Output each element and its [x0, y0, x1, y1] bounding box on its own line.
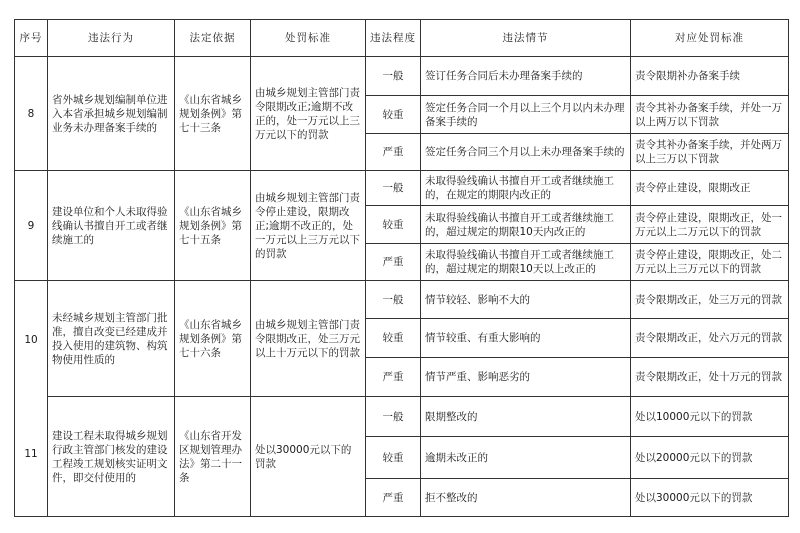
corresponding-penalty: 责令停止建设，限期改正，处一万元以上二万元以下的罚款 — [631, 206, 789, 244]
violation-degree: 严重 — [366, 479, 421, 517]
header-degree: 违法程度 — [366, 20, 421, 57]
corresponding-penalty: 责令限期改正，处三万元的罚款 — [631, 281, 789, 319]
penalty-standard: 处以30000元以下的罚款 — [251, 397, 366, 517]
violation-degree: 一般 — [366, 281, 421, 319]
penalty-standard: 由城乡规划主管部门责令停止建设，限期改正;逾期不改正的，处一万元以上三万元以下的罚款 — [251, 171, 366, 281]
corresponding-penalty: 责令限期改正，处十万元的罚款 — [631, 358, 789, 397]
violation-detail: 限期整改的 — [421, 397, 631, 437]
violation-degree: 较重 — [366, 319, 421, 358]
violation-detail: 情节严重、影响恶劣的 — [421, 358, 631, 397]
header-no: 序号 — [15, 20, 48, 57]
violation-degree: 严重 — [366, 244, 421, 281]
row-number: 10 — [15, 281, 48, 517]
table-row — [15, 281, 789, 319]
violation-degree: 严重 — [366, 134, 421, 171]
row-number-11: 11 — [24, 448, 38, 460]
legal-basis: 《山东省城乡规划条例》第七十五条 — [175, 171, 251, 281]
corresponding-penalty: 责令限期补办备案手续 — [631, 57, 789, 96]
violation-degree: 一般 — [366, 57, 421, 96]
header-penalty: 对应处罚标准 — [631, 20, 789, 57]
corresponding-penalty: 责令其补办备案手续，并处两万以上三万以下罚款 — [631, 134, 789, 171]
violation-detail: 签定任务合同三个月以上未办理备案手续的 — [421, 134, 631, 171]
violation-act: 建设单位和个人未取得验线确认书擅自开工或者继续施工的 — [48, 171, 175, 281]
row-number: 9 — [15, 171, 48, 281]
header-detail: 违法情节 — [421, 20, 631, 57]
corresponding-penalty: 责令其补办备案手续，并处一万以上两万以下罚款 — [631, 96, 789, 134]
corresponding-penalty: 处以30000元以下的罚款 — [631, 479, 789, 517]
header-standard: 处罚标准 — [251, 20, 366, 57]
violation-detail: 情节较轻、影响不大的 — [421, 281, 631, 319]
violation-detail: 拒不整改的 — [421, 479, 631, 517]
penalty-standard: 由城乡规划主管部门责令限期改正;逾期不改正的，处一万元以上三万元以下的罚款 — [251, 57, 366, 171]
violation-degree: 较重 — [366, 96, 421, 134]
legal-basis: 《山东省开发区规划管理办法》第二十一条 — [175, 397, 251, 517]
table-row — [15, 171, 789, 206]
corresponding-penalty: 处以20000元以下的罚款 — [631, 437, 789, 479]
corresponding-penalty: 处以10000元以下的罚款 — [631, 397, 789, 437]
violation-degree: 严重 — [366, 358, 421, 397]
header-act: 违法行为 — [48, 20, 175, 57]
row-number: 8 — [15, 57, 48, 171]
legal-basis: 《山东省城乡规划条例》第七十三条 — [175, 57, 251, 171]
table-row — [15, 397, 789, 437]
violation-degree: 较重 — [366, 206, 421, 244]
corresponding-penalty: 责令停止建设，限期改正 — [631, 171, 789, 206]
table-row — [15, 57, 789, 96]
violation-act: 未经城乡规划主管部门批准，擅自改变已经建成并投入使用的建筑物、构筑物使用性质的 — [48, 281, 175, 397]
violation-act: 省外城乡规划编制单位进入本省承担城乡规划编制业务未办理备案手续的 — [48, 57, 175, 171]
violation-detail: 未取得验线确认书擅自开工或者继续施工的，超过规定的期限10天内改正的 — [421, 206, 631, 244]
violation-detail: 未取得验线确认书擅自开工或者继续施工的，在规定的期限内改正的 — [421, 171, 631, 206]
penalty-standards-table — [14, 19, 789, 517]
violation-detail: 签定任务合同一个月以上三个月以内未办理备案手续的 — [421, 96, 631, 134]
corresponding-penalty: 责令停止建设，限期改正，处二万元以上三万元以下的罚款 — [631, 244, 789, 281]
legal-basis: 《山东省城乡规划条例》第七十六条 — [175, 281, 251, 397]
violation-detail: 签订任务合同后未办理备案手续的 — [421, 57, 631, 96]
violation-detail: 逾期未改正的 — [421, 437, 631, 479]
violation-degree: 较重 — [366, 437, 421, 479]
violation-degree: 一般 — [366, 171, 421, 206]
violation-detail: 未取得验线确认书擅自开工或者继续施工的，超过规定的期限10天以上改正的 — [421, 244, 631, 281]
violation-degree: 一般 — [366, 397, 421, 437]
penalty-standard: 由城乡规划主管部门责令限期改正，处三万元以上十万元以下的罚款 — [251, 281, 366, 397]
header-basis: 法定依据 — [175, 20, 251, 57]
violation-act: 建设工程未取得城乡规划行政主管部门核发的建设工程竣工规划核实证明文件，即交付使用的 — [48, 397, 175, 517]
table-header-row — [15, 20, 789, 57]
violation-detail: 情节较重、有重大影响的 — [421, 319, 631, 358]
corresponding-penalty: 责令限期改正，处六万元的罚款 — [631, 319, 789, 358]
